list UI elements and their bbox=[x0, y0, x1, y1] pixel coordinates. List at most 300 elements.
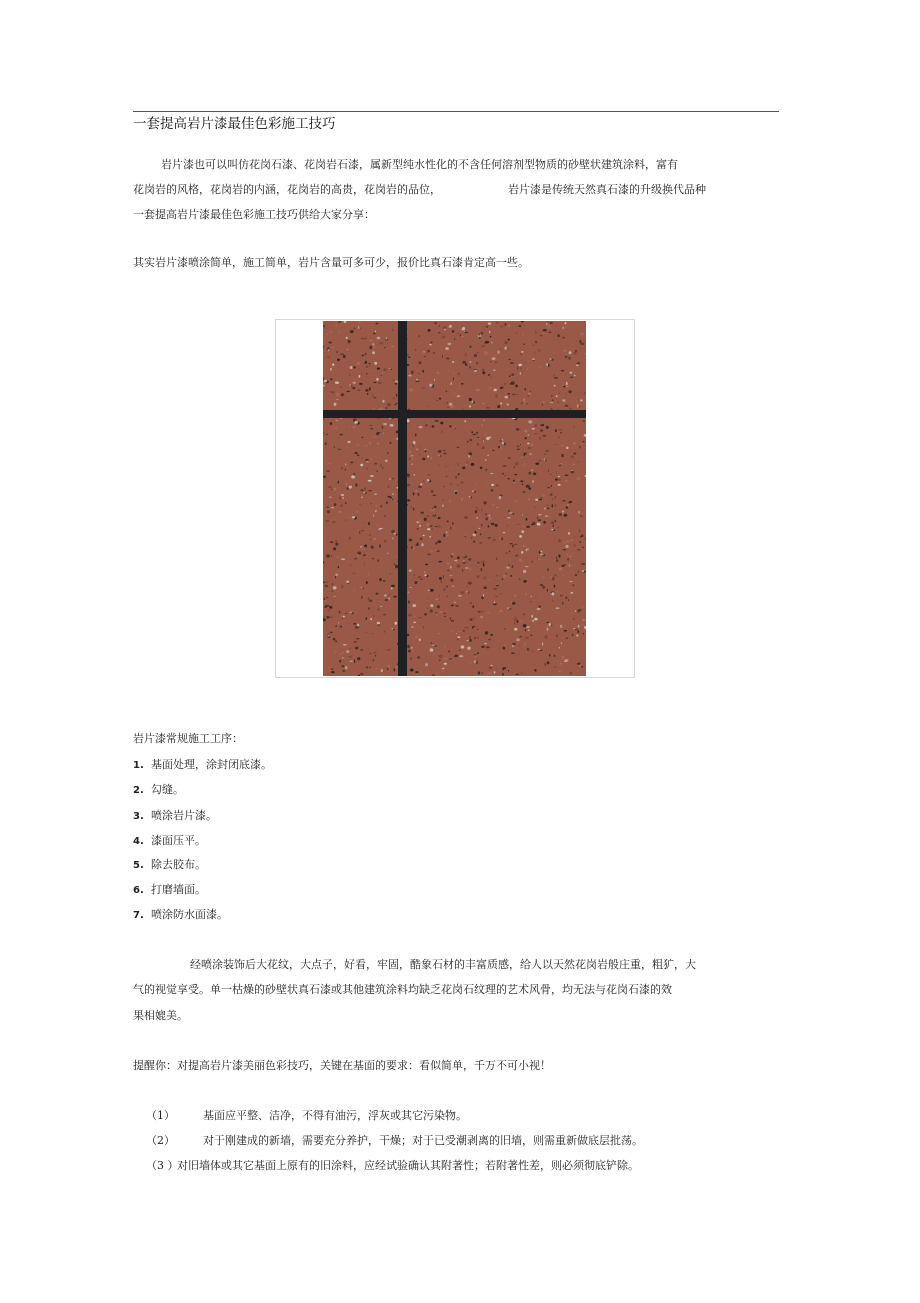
granite-speck bbox=[554, 385, 556, 387]
granite-speck bbox=[338, 449, 341, 450]
granite-speck bbox=[440, 455, 441, 457]
granite-speck bbox=[349, 537, 351, 540]
granite-speck bbox=[451, 382, 452, 385]
granite-speck bbox=[354, 558, 357, 560]
granite-speck bbox=[367, 423, 368, 426]
granite-speck bbox=[514, 544, 518, 545]
granite-speck bbox=[550, 322, 553, 324]
granite-speck bbox=[556, 471, 557, 474]
granite-speck bbox=[342, 497, 344, 500]
granite-speck bbox=[561, 445, 564, 446]
granite-speck bbox=[500, 387, 502, 389]
granite-speck bbox=[458, 373, 460, 376]
granite-speck bbox=[458, 631, 461, 632]
granite-speck bbox=[551, 485, 552, 487]
granite-speck bbox=[342, 616, 345, 618]
granite-speck bbox=[341, 393, 345, 396]
granite-speck bbox=[553, 375, 555, 377]
granite-speck bbox=[452, 522, 453, 525]
granite-speck bbox=[448, 407, 449, 409]
granite-speck bbox=[372, 343, 374, 345]
granite-speck bbox=[538, 514, 541, 515]
granite-speck bbox=[515, 500, 517, 502]
granite-speck bbox=[526, 518, 528, 521]
granite-speck bbox=[438, 454, 439, 456]
granite-speck bbox=[345, 666, 347, 669]
granite-speck bbox=[387, 486, 390, 488]
granite-speck bbox=[413, 508, 414, 511]
granite-speck bbox=[341, 558, 345, 560]
granite-speck bbox=[431, 342, 433, 343]
granite-speck bbox=[409, 450, 411, 453]
granite-speck bbox=[583, 633, 584, 635]
step-item bbox=[133, 908, 228, 923]
granite-speck bbox=[329, 632, 332, 634]
granite-speck bbox=[528, 336, 529, 337]
granite-speck bbox=[427, 474, 430, 476]
granite-speck bbox=[422, 370, 424, 373]
granite-speck bbox=[565, 394, 566, 395]
granite-speck bbox=[581, 563, 585, 565]
granite-speck bbox=[373, 333, 376, 335]
granite-speck bbox=[502, 578, 504, 580]
granite-speck bbox=[415, 424, 416, 425]
granite-speck bbox=[552, 525, 554, 527]
granite-speck bbox=[575, 350, 577, 353]
granite-speck bbox=[328, 486, 331, 488]
granite-speck bbox=[478, 528, 480, 529]
granite-speck bbox=[468, 558, 471, 561]
granite-speck bbox=[469, 398, 472, 401]
granite-speck bbox=[430, 550, 433, 553]
granite-speck bbox=[559, 377, 560, 378]
granite-speck bbox=[396, 394, 397, 397]
page-title: 一套提高岩片漆最佳色彩施工技巧 bbox=[133, 116, 336, 132]
granite-speck bbox=[332, 521, 336, 523]
granite-speck bbox=[407, 645, 409, 648]
granite-speck bbox=[491, 341, 492, 344]
granite-speck bbox=[411, 647, 413, 649]
granite-speck bbox=[569, 581, 573, 582]
granite-speck bbox=[424, 574, 427, 576]
granite-speck bbox=[449, 500, 451, 502]
granite-speck bbox=[485, 459, 487, 461]
header-rule bbox=[133, 111, 779, 112]
granite-speck bbox=[366, 666, 368, 668]
granite-speck bbox=[547, 628, 549, 631]
granite-speck bbox=[508, 510, 509, 512]
granite-speck bbox=[452, 586, 455, 587]
granite-speck bbox=[510, 362, 514, 364]
granite-speck bbox=[481, 560, 484, 563]
granite-speck bbox=[538, 519, 541, 521]
granite-speck bbox=[488, 639, 491, 641]
granite-speck bbox=[463, 562, 466, 564]
granite-speck bbox=[483, 563, 485, 566]
granite-speck bbox=[427, 350, 430, 353]
granite-speck bbox=[562, 656, 564, 659]
granite-speck bbox=[582, 606, 584, 607]
granite-speck bbox=[512, 645, 514, 647]
granite-speck bbox=[384, 594, 387, 597]
granite-speck bbox=[369, 340, 373, 341]
granite-speck bbox=[519, 325, 522, 327]
granite-speck bbox=[477, 352, 479, 354]
granite-speck bbox=[413, 622, 416, 624]
granite-speck bbox=[577, 670, 579, 671]
granite-speck bbox=[550, 474, 552, 475]
granite-speck bbox=[329, 616, 333, 618]
granite-speck bbox=[560, 625, 562, 628]
granite-speck bbox=[413, 547, 415, 550]
granite-speck bbox=[499, 610, 503, 612]
granite-speck bbox=[574, 375, 576, 377]
step-item bbox=[133, 858, 206, 873]
granite-speck bbox=[388, 496, 391, 498]
granite-speck bbox=[390, 573, 392, 574]
granite-speck bbox=[431, 456, 433, 459]
granite-speck bbox=[565, 659, 569, 662]
granite-speck bbox=[373, 436, 377, 437]
requirement-text: 基面应平整、洁净，不得有油污，浮灰或其它污染物。 bbox=[203, 1109, 467, 1122]
granite-speck bbox=[573, 442, 576, 444]
granite-speck bbox=[369, 667, 372, 669]
requirement-number: （2） bbox=[146, 1134, 175, 1147]
granite-speck bbox=[514, 618, 517, 621]
granite-speck bbox=[495, 362, 497, 363]
granite-speck bbox=[444, 329, 447, 331]
granite-speck bbox=[527, 648, 529, 651]
granite-speck bbox=[506, 567, 509, 569]
granite-speck bbox=[520, 444, 521, 445]
granite-speck bbox=[531, 596, 532, 597]
granite-speck bbox=[373, 615, 374, 617]
granite-speck bbox=[542, 404, 543, 406]
granite-speck bbox=[361, 587, 362, 588]
granite-speck bbox=[369, 600, 373, 603]
granite-speck bbox=[509, 551, 510, 552]
granite-speck bbox=[410, 669, 414, 672]
granite-speck bbox=[535, 331, 536, 334]
granite-speck bbox=[501, 537, 503, 540]
granite-speck bbox=[350, 366, 353, 369]
granite-speck bbox=[418, 373, 421, 374]
granite-speck bbox=[550, 402, 553, 403]
granite-speck bbox=[577, 461, 578, 463]
granite-speck bbox=[471, 457, 472, 459]
granite-speck bbox=[349, 612, 352, 614]
granite-speck bbox=[359, 375, 361, 378]
step-number: 1. bbox=[133, 760, 144, 771]
granite-speck bbox=[462, 570, 463, 572]
granite-speck bbox=[422, 458, 425, 461]
granite-speck bbox=[559, 393, 560, 394]
granite-speck bbox=[340, 497, 341, 500]
granite-speck bbox=[532, 480, 533, 483]
granite-speck bbox=[552, 524, 555, 525]
granite-speck bbox=[535, 424, 537, 427]
granite-speck bbox=[439, 398, 441, 400]
granite-speck bbox=[351, 384, 352, 387]
granite-speck bbox=[419, 335, 420, 337]
granite-speck bbox=[455, 605, 459, 607]
granite-speck bbox=[546, 363, 548, 366]
step-text: 喷涂防水面漆。 bbox=[151, 908, 228, 921]
granite-speck bbox=[395, 622, 398, 625]
granite-speck bbox=[352, 426, 356, 429]
granite-speck bbox=[461, 645, 465, 648]
granite-speck bbox=[393, 398, 395, 399]
granite-speck bbox=[562, 500, 565, 502]
granite-speck bbox=[480, 467, 483, 469]
granite-speck bbox=[370, 346, 373, 349]
granite-speck bbox=[394, 564, 396, 565]
granite-speck bbox=[500, 447, 502, 450]
granite-speck bbox=[578, 511, 579, 514]
granite-speck bbox=[466, 591, 467, 593]
granite-speck bbox=[333, 547, 336, 550]
granite-speck bbox=[476, 483, 477, 484]
granite-speck bbox=[522, 483, 523, 485]
granite-speck bbox=[431, 528, 432, 529]
grout-line-horizontal bbox=[323, 410, 586, 418]
granite-speck bbox=[525, 437, 527, 439]
granite-speck bbox=[385, 340, 389, 341]
granite-speck bbox=[558, 671, 560, 673]
granite-speck bbox=[375, 655, 376, 657]
granite-speck bbox=[428, 329, 431, 332]
granite-speck bbox=[571, 540, 573, 541]
granite-speck bbox=[532, 428, 535, 430]
granite-speck bbox=[554, 504, 556, 507]
granite-speck bbox=[340, 504, 343, 507]
granite-speck bbox=[379, 578, 382, 581]
granite-speck bbox=[512, 466, 514, 467]
granite-speck bbox=[435, 514, 436, 517]
granite-speck bbox=[528, 472, 531, 475]
granite-speck bbox=[466, 635, 468, 637]
granite-speck bbox=[360, 546, 362, 548]
granite-paint-wall-photo bbox=[275, 319, 635, 678]
granite-speck bbox=[330, 422, 333, 425]
granite-speck bbox=[445, 466, 447, 467]
granite-speck bbox=[364, 487, 365, 490]
granite-speck bbox=[535, 499, 538, 501]
granite-speck bbox=[561, 637, 563, 639]
granite-speck bbox=[538, 558, 542, 560]
granite-speck bbox=[369, 387, 371, 390]
granite-speck bbox=[543, 435, 546, 437]
granite-speck bbox=[325, 520, 329, 522]
granite-speck bbox=[509, 569, 511, 570]
granite-speck bbox=[559, 513, 562, 516]
granite-speck bbox=[467, 462, 468, 464]
granite-speck bbox=[445, 347, 449, 350]
granite-speck bbox=[558, 476, 560, 477]
granite-speck bbox=[465, 627, 469, 628]
requirement-text: 对于刚建成的新墙，需要充分养护，干燥；对于已受潮剥离的旧墙，则需重新做底层批荡。 bbox=[203, 1134, 643, 1147]
granite-speck bbox=[551, 359, 553, 361]
granite-speck bbox=[368, 480, 372, 482]
granite-speck bbox=[574, 544, 576, 547]
granite-speck bbox=[507, 393, 510, 395]
steps-heading: 岩片漆常规施工工序： bbox=[133, 732, 243, 745]
granite-speck bbox=[334, 488, 337, 491]
granite-speck bbox=[524, 463, 526, 465]
granite-speck bbox=[576, 365, 578, 367]
granite-speck bbox=[457, 395, 461, 397]
granite-speck bbox=[323, 476, 326, 478]
granite-speck bbox=[481, 646, 485, 648]
granite-speck bbox=[335, 382, 339, 384]
granite-speck bbox=[335, 625, 337, 627]
granite-speck bbox=[427, 479, 430, 481]
granite-speck bbox=[480, 616, 483, 617]
granite-speck bbox=[570, 455, 574, 458]
granite-speck bbox=[517, 367, 518, 370]
granite-speck bbox=[509, 543, 512, 544]
granite-speck bbox=[455, 428, 457, 429]
granite-speck bbox=[342, 670, 345, 672]
granite-speck bbox=[419, 454, 421, 456]
granite-speck bbox=[574, 426, 575, 427]
granite-speck bbox=[483, 402, 486, 404]
granite-speck bbox=[552, 504, 553, 507]
granite-speck bbox=[394, 533, 396, 535]
granite-speck bbox=[524, 642, 526, 645]
granite-speck bbox=[560, 463, 561, 464]
granite-speck bbox=[483, 420, 484, 421]
granite-speck bbox=[445, 645, 446, 648]
granite-speck bbox=[459, 649, 460, 651]
granite-speck bbox=[370, 503, 372, 504]
granite-speck bbox=[365, 632, 367, 633]
granite-speck bbox=[350, 464, 352, 466]
granite-speck bbox=[364, 545, 367, 548]
granite-speck bbox=[523, 580, 527, 583]
granite-speck bbox=[374, 463, 377, 465]
granite-speck bbox=[334, 403, 337, 406]
granite-speck bbox=[456, 633, 458, 634]
granite-speck bbox=[521, 672, 523, 674]
granite-speck bbox=[533, 473, 536, 476]
granite-speck bbox=[496, 484, 499, 486]
granite-speck bbox=[460, 482, 463, 484]
requirement-number: （3 ） bbox=[146, 1159, 179, 1172]
granite-speck bbox=[566, 540, 570, 543]
granite-speck bbox=[523, 343, 525, 345]
granite-speck bbox=[512, 544, 514, 547]
granite-speck bbox=[540, 429, 543, 431]
granite-speck bbox=[461, 329, 463, 331]
granite-speck bbox=[565, 322, 567, 325]
granite-speck bbox=[442, 499, 444, 501]
granite-speck bbox=[471, 431, 473, 433]
granite-speck bbox=[460, 334, 461, 337]
granite-speck bbox=[376, 323, 379, 325]
granite-speck bbox=[377, 367, 380, 369]
granite-speck bbox=[537, 649, 541, 650]
granite-speck bbox=[549, 623, 551, 626]
granite-speck bbox=[432, 425, 435, 427]
granite-speck bbox=[470, 602, 471, 604]
granite-speck bbox=[409, 569, 412, 571]
granite-speck bbox=[375, 330, 376, 332]
granite-speck bbox=[417, 656, 420, 658]
granite-speck bbox=[378, 624, 380, 626]
granite-speck bbox=[336, 393, 339, 396]
granite-speck bbox=[439, 595, 440, 598]
granite-speck bbox=[332, 590, 333, 591]
granite-speck bbox=[418, 576, 422, 578]
granite-speck bbox=[482, 369, 484, 372]
granite-speck bbox=[368, 522, 370, 525]
granite-speck bbox=[582, 547, 584, 548]
granite-speck bbox=[551, 498, 554, 500]
granite-speck bbox=[499, 496, 501, 499]
granite-speck bbox=[476, 517, 478, 518]
granite-speck bbox=[505, 475, 506, 477]
granite-speck bbox=[450, 407, 452, 408]
granite-speck bbox=[427, 608, 428, 609]
granite-speck bbox=[418, 361, 421, 364]
granite-speck bbox=[557, 334, 559, 337]
granite-speck bbox=[336, 399, 339, 400]
granite-speck bbox=[503, 667, 506, 669]
granite-speck bbox=[477, 437, 479, 438]
granite-speck bbox=[393, 380, 394, 381]
granite-speck bbox=[546, 622, 549, 623]
granite-speck bbox=[439, 655, 443, 658]
granite-speck bbox=[532, 651, 534, 653]
granite-speck bbox=[409, 458, 410, 460]
granite-speck bbox=[558, 484, 561, 486]
granite-speck bbox=[572, 584, 574, 586]
granite-speck bbox=[380, 606, 382, 607]
granite-speck bbox=[446, 531, 447, 533]
granite-speck bbox=[452, 361, 454, 363]
granite-speck bbox=[507, 517, 510, 518]
granite-speck bbox=[330, 378, 332, 380]
granite-speck bbox=[414, 474, 415, 476]
granite-speck bbox=[463, 630, 464, 632]
effect-line-1: 经喷涂装饰后大花纹，大点子，好看，牢固，酷象石材的丰富质感，给人以天然花岗岩般庄重，粗犷，大 bbox=[190, 958, 696, 971]
granite-speck bbox=[504, 628, 506, 630]
granite-speck bbox=[327, 636, 330, 637]
granite-speck bbox=[461, 383, 463, 385]
granite-speck bbox=[380, 505, 382, 507]
granite-speck bbox=[494, 671, 496, 674]
granite-speck bbox=[584, 392, 585, 394]
granite-speck bbox=[373, 382, 376, 383]
granite-speck bbox=[516, 638, 520, 641]
granite-speck bbox=[540, 335, 543, 336]
granite-speck bbox=[387, 452, 389, 454]
granite-speck bbox=[577, 630, 579, 633]
granite-speck bbox=[547, 568, 549, 571]
granite-speck bbox=[550, 493, 552, 495]
granite-speck bbox=[431, 642, 433, 644]
granite-speck bbox=[436, 599, 438, 600]
granite-speck bbox=[457, 447, 460, 448]
granite-speck bbox=[384, 515, 387, 516]
granite-speck bbox=[503, 574, 507, 577]
granite-speck bbox=[380, 464, 382, 467]
granite-speck bbox=[418, 493, 420, 496]
granite-speck bbox=[508, 325, 510, 326]
granite-speck bbox=[577, 663, 580, 665]
granite-speck bbox=[447, 343, 451, 346]
